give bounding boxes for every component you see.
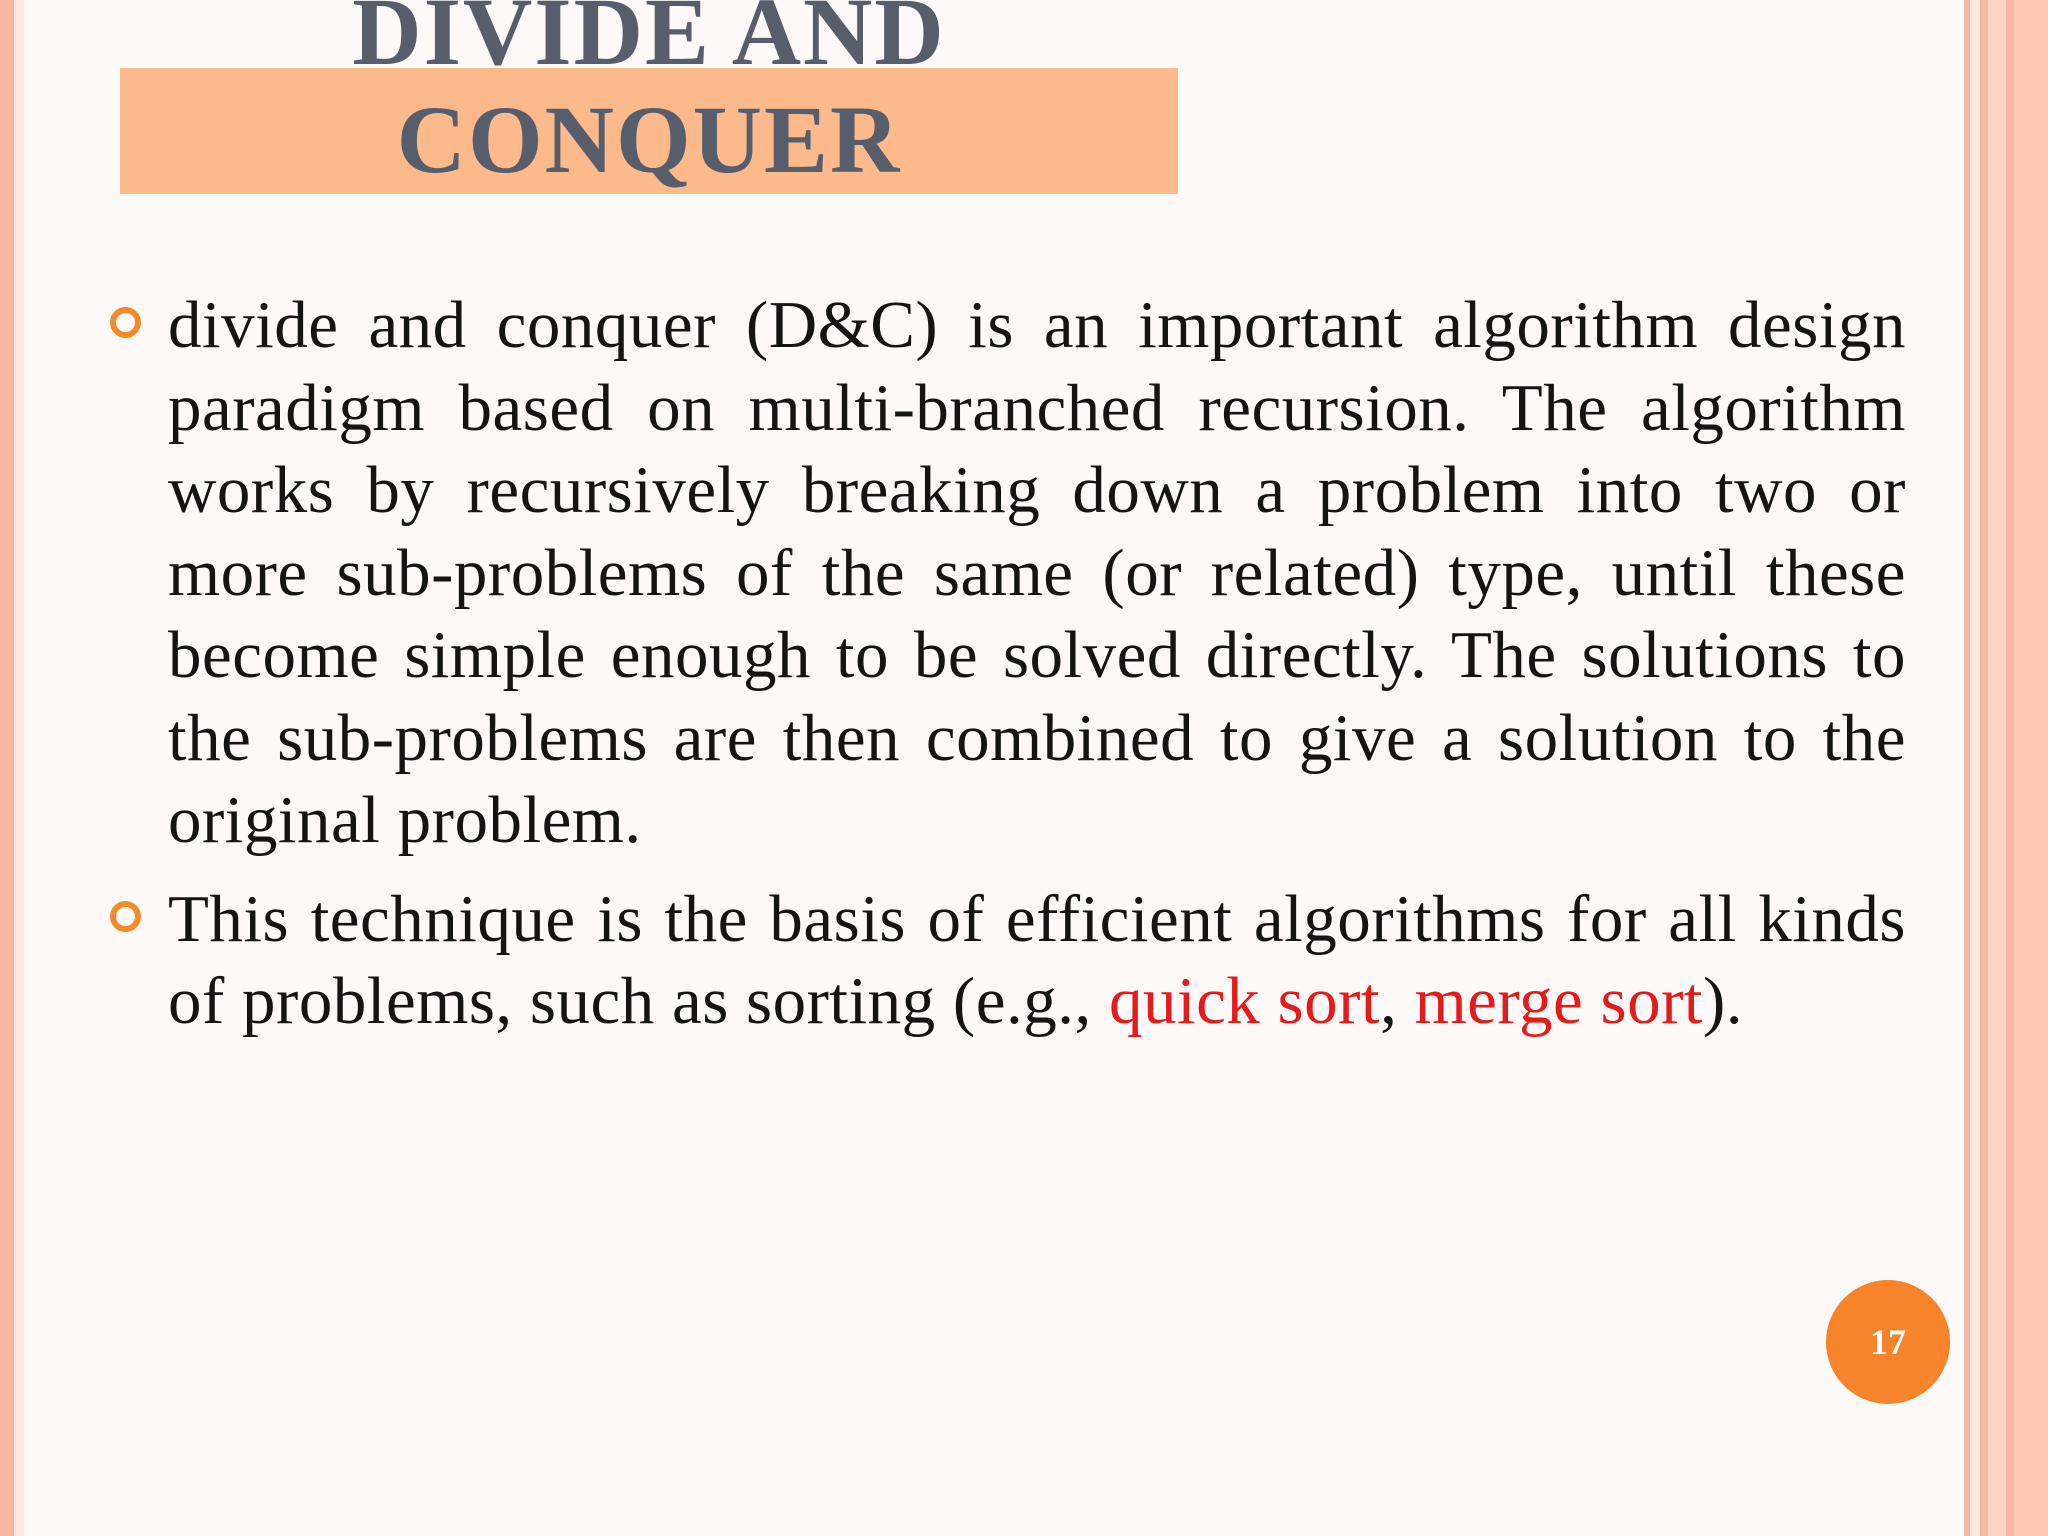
bullet-text-part: This technique is the basis of efficient algorithms for all kinds of problems, such as sorting (e.g., [168,881,1906,1038]
right-stripe [2006,0,2014,1536]
ring-bullet-icon [110,307,141,338]
bullet-text: divide and conquer (D&C) is an important algorithm design paradigm based on multi-branched recursion. The algorithm works by recursively breaking down a problem into two or more sub-problems of the same (or related) type, until these become simple enough to be solved directly. The solutions to the sub-problems are then combined to give a solution to the original problem. [168,288,1906,857]
bullet-text-part: , [1380,964,1415,1038]
bullet-item [108,878,1906,1043]
right-stripe [1980,0,1988,1536]
right-stripe [1970,0,1980,1536]
left-border-outer [0,0,14,1536]
right-stripe [2014,0,2048,1536]
right-stripe [1988,0,2006,1536]
ring-bullet-icon [110,901,141,932]
bullet-text [168,878,1906,1043]
highlight-quick-sort: quick sort [1108,964,1381,1038]
slide-content [108,284,1906,1059]
highlight-merge-sort: merge sort [1414,964,1704,1038]
slide-title [120,0,1178,194]
left-border-inner [14,0,24,1536]
bullet-text-part: ). [1703,964,1744,1038]
title-line-2: CONQUER [396,86,902,193]
bullet-item [108,284,1906,862]
page-number: 17 [1870,1322,1906,1362]
page-number-badge [1826,1280,1950,1404]
title-line-1: DIVIDE AND [352,0,946,85]
